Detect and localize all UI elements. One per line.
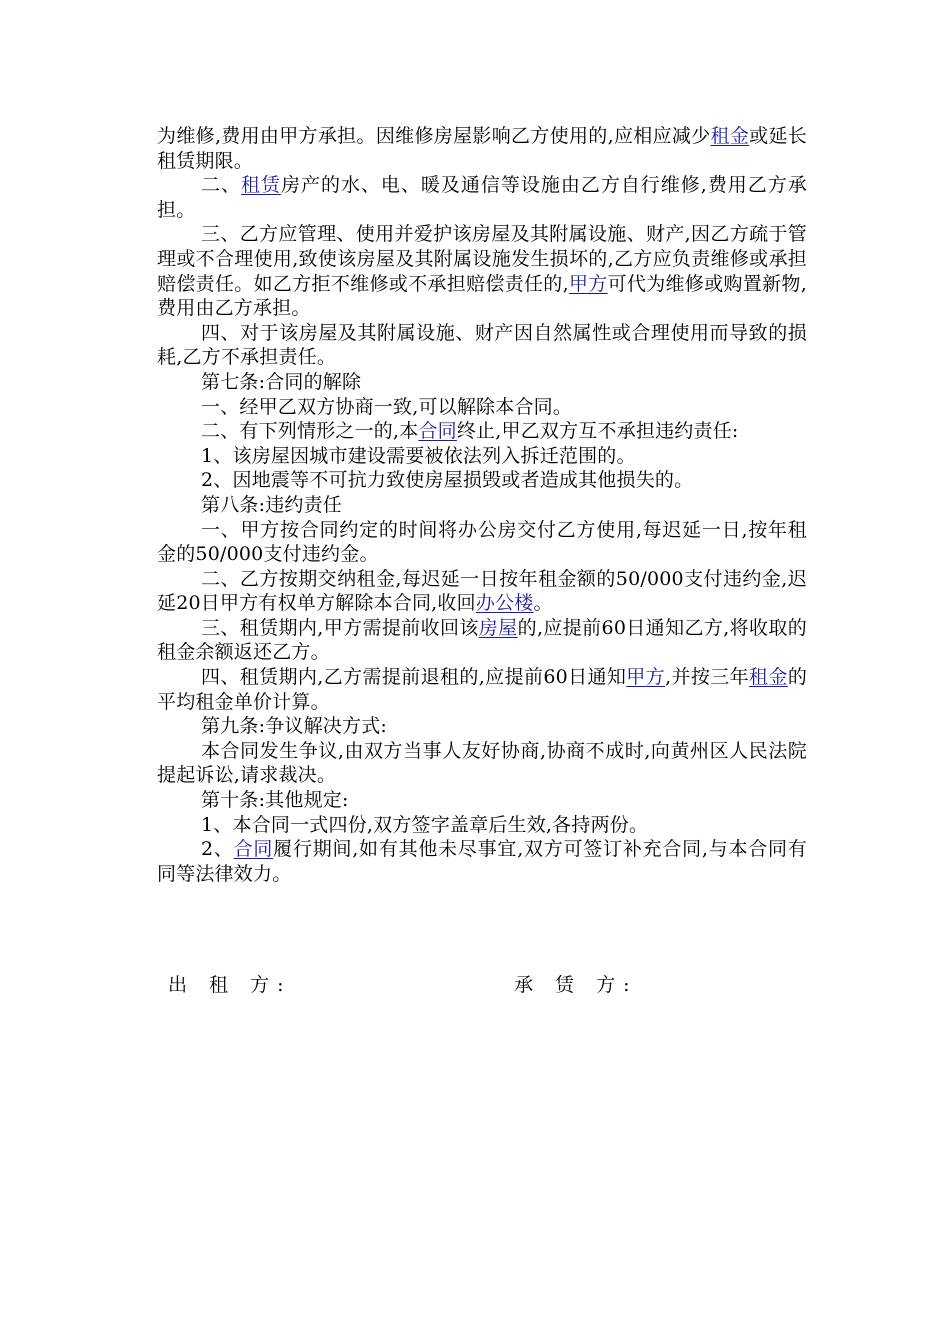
contract-paragraph [157,788,807,813]
contract-paragraph [157,222,807,320]
paragraph-text: 四、租赁期内,乙方需提前退租的,应提前60日通知 [201,666,627,689]
keyword-link[interactable]: 租赁 [240,174,281,197]
paragraph-text: 第九条:争议解决方式: [201,715,388,738]
paragraph-text: 或延长租赁期限。 [157,125,807,172]
contract-paragraph [157,444,807,469]
paragraph-text: 二、乙方按期交纳租金,每迟延一日按年租金额的50/000支付违约金,迟延20日甲方有权单方解除本合同,收回 [157,567,807,615]
paragraph-text: 第七条:合同的解除 [201,370,362,393]
paragraph-text: 1、该房屋因城市建设需要被依法列入拆迁范围的。 [201,444,636,467]
contract-paragraph [157,837,807,886]
keyword-link[interactable]: 房屋 [478,616,518,639]
contract-paragraph [157,321,807,370]
paragraph-text: 终止,甲乙双方互不承担违约责任: [456,420,739,443]
contract-paragraph [157,813,807,838]
paragraph-text: 三、租赁期内,甲方需提前收回该 [201,616,479,639]
contract-paragraph [157,665,807,714]
paragraph-text: 可代为维修或购置新物,费用由乙方承担。 [157,272,807,320]
paragraph-text: 第十条:其他规定: [201,789,349,812]
paragraph-text: 一、经甲乙双方协商一致,可以解除本合同。 [201,395,573,418]
contract-paragraph [157,468,807,493]
paragraph-text: 一、甲方按合同约定的时间将办公房交付乙方使用,每迟延一日,按年租金的50/000支付违约金。 [157,518,807,566]
paragraph-text: 三、乙方应管理、使用并爱护该房屋及其附属设施、财产,因乙方疏于管理或不合理使用,致使该房屋及其附属设施发生损坏的,乙方应负责维修或承担赔偿责任。如乙方拒不维修或不承担赔偿责任的, [157,223,807,295]
contract-paragraph [157,616,807,665]
contract-paragraph [157,395,807,420]
paragraph-text: 四、对于该房屋及其附属设施、财产因自然属性或合理使用而导致的损耗,乙方不承担责任。 [157,321,807,369]
paragraph-text: 的,应提前60日通知乙方,将收取的租金余额返还乙方。 [157,616,807,664]
paragraph-text: 二、有下列情形之一的,本 [201,420,419,443]
paragraph-text: 。 [533,592,553,615]
keyword-link[interactable]: 办公楼 [475,592,534,615]
lessor-label: 出 租 方: [168,974,292,996]
paragraph-text: 2、 [201,838,234,861]
paragraph-text: 履行期间,如有其他未尽事宜,双方可签订补充合同,与本合同有同等法律效力。 [157,838,807,885]
contract-paragraph [157,714,807,739]
contract-paragraph [157,419,807,444]
keyword-link[interactable]: 租金 [710,125,750,147]
contract-body [157,124,807,886]
signature-row [168,972,808,1002]
contract-paragraph [157,370,807,395]
paragraph-text: 为维修,费用由甲方承担。因维修房屋影响乙方使用的,应相应减少 [157,125,711,147]
lessee-label: 承 赁 方: [514,974,638,996]
paragraph-text: 本合同发生争议,由双方当事人友好协商,协商不成时,向黄州区人民法院提起诉讼,请求裁决。 [157,739,807,787]
keyword-link[interactable]: 甲方 [568,272,608,295]
paragraph-text: ,并按三年 [665,666,750,689]
keyword-link[interactable]: 合同 [233,838,274,861]
keyword-link[interactable]: 合同 [418,420,457,443]
contract-paragraph [157,173,807,222]
paragraph-text: 2、因地震等不可抗力致使房屋损毁或者造成其他损失的。 [201,469,694,492]
contract-paragraph [157,518,807,567]
paragraph-text: 的平均租金单价计算。 [157,666,808,713]
contract-paragraph [157,493,807,518]
paragraph-text: 第八条:违约责任 [201,493,343,516]
keyword-link[interactable]: 甲方 [626,666,666,689]
contract-paragraph [157,739,807,788]
contract-paragraph [157,124,807,173]
paragraph-text: 1、本合同一式四份,双方签字盖章后生效,各持两份。 [201,813,649,836]
paragraph-text: 二、 [201,174,241,197]
contract-paragraph [157,567,807,616]
paragraph-text: 房产的水、电、暖及通信等设施由乙方自行维修,费用乙方承担。 [157,174,807,221]
keyword-link[interactable]: 租金 [749,666,788,689]
